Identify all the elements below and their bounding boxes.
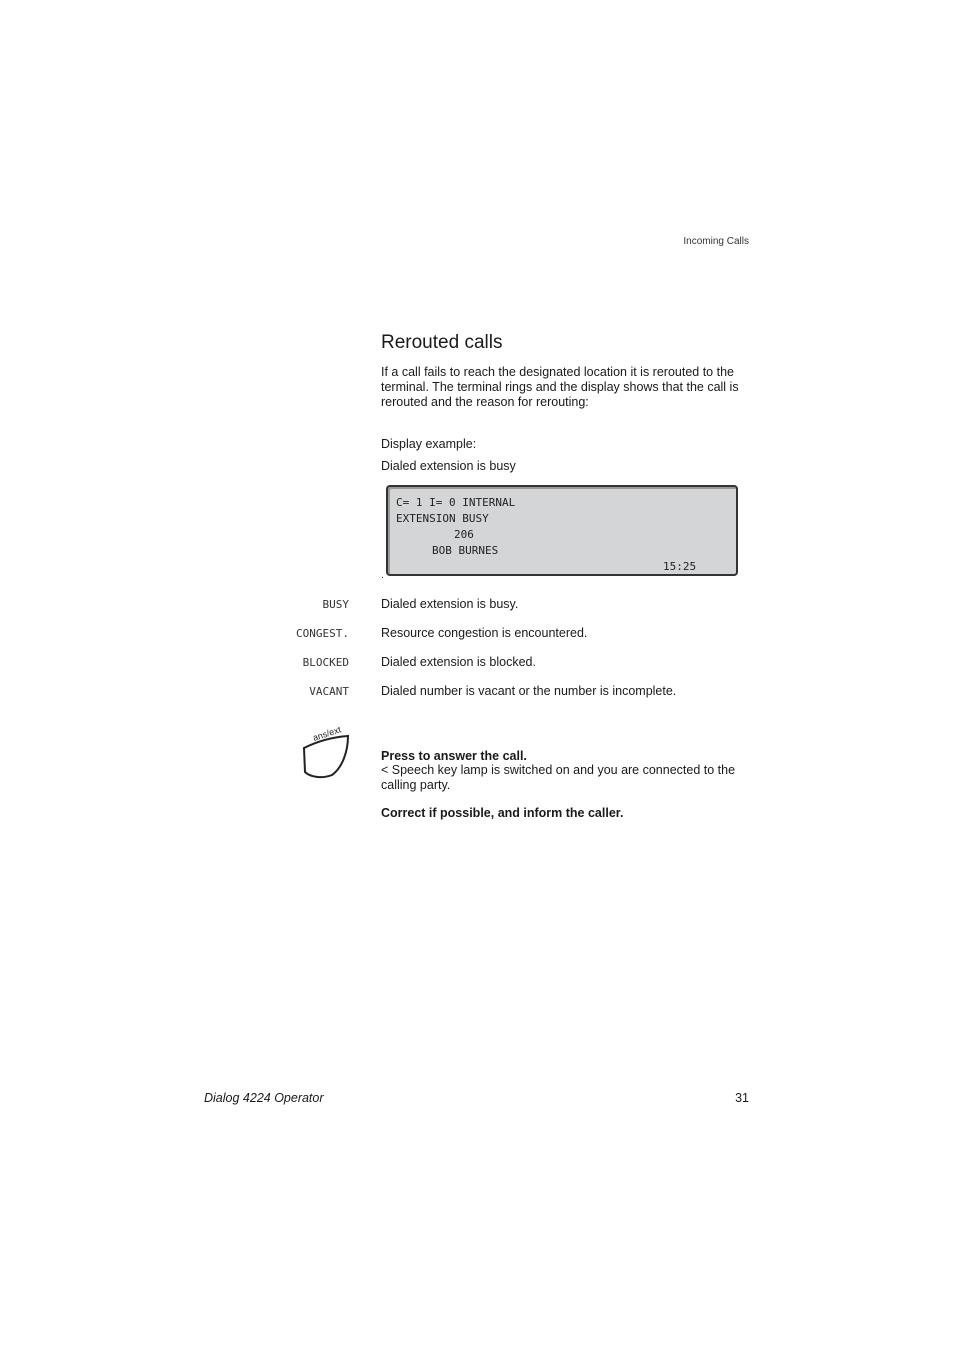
reason-text-congest: Resource congestion is encountered.: [381, 626, 588, 640]
lcd-line-2: EXTENSION BUSY: [396, 512, 489, 525]
display-case-label: Dialed extension is busy: [381, 459, 516, 473]
display-footnote-dot: .: [381, 570, 384, 581]
handset-key-icon: [300, 722, 356, 782]
lcd-line-1: C= 1 I= 0 INTERNAL: [396, 496, 516, 509]
lcd-time: 15:25: [663, 560, 697, 573]
reason-code-busy: BUSY: [322, 598, 349, 611]
display-example-label: Display example:: [381, 437, 477, 451]
section-title: Rerouted calls: [381, 332, 503, 353]
reason-text-vacant: Dialed number is vacant or the number is incomplete.: [381, 684, 677, 698]
ans-ext-key[interactable]: [300, 722, 356, 782]
correct-instruction: Correct if possible, and inform the caller.: [381, 806, 624, 820]
answer-line-1: < Speech key lamp is switched on and you are connected to the: [381, 763, 736, 777]
lcd-display: [386, 485, 738, 576]
footer-page-number: 31: [735, 1091, 749, 1105]
running-header: Incoming Calls: [683, 236, 749, 247]
reason-code-vacant: VACANT: [309, 685, 349, 698]
footer-doc-title: Dialog 4224 Operator: [204, 1091, 324, 1105]
intro-paragraph: If a call fails to reach the designated location it is rerouted to the terminal. The terminal rings and the display shows that the call is rerouted and the reason for rerouting:: [381, 365, 739, 409]
answer-line-2: calling party.: [381, 778, 451, 792]
reason-text-busy: Dialed extension is busy.: [381, 597, 519, 611]
key-label: ans/ext: [311, 724, 343, 743]
reason-code-congest: CONGEST.: [296, 627, 349, 640]
lcd-line-3: 206: [454, 528, 474, 541]
reason-code-blocked: BLOCKED: [302, 656, 349, 669]
reason-text-blocked: Dialed extension is blocked.: [381, 655, 536, 669]
answer-title: Press to answer the call.: [381, 749, 527, 763]
lcd-line-4: BOB BURNES: [432, 544, 499, 557]
